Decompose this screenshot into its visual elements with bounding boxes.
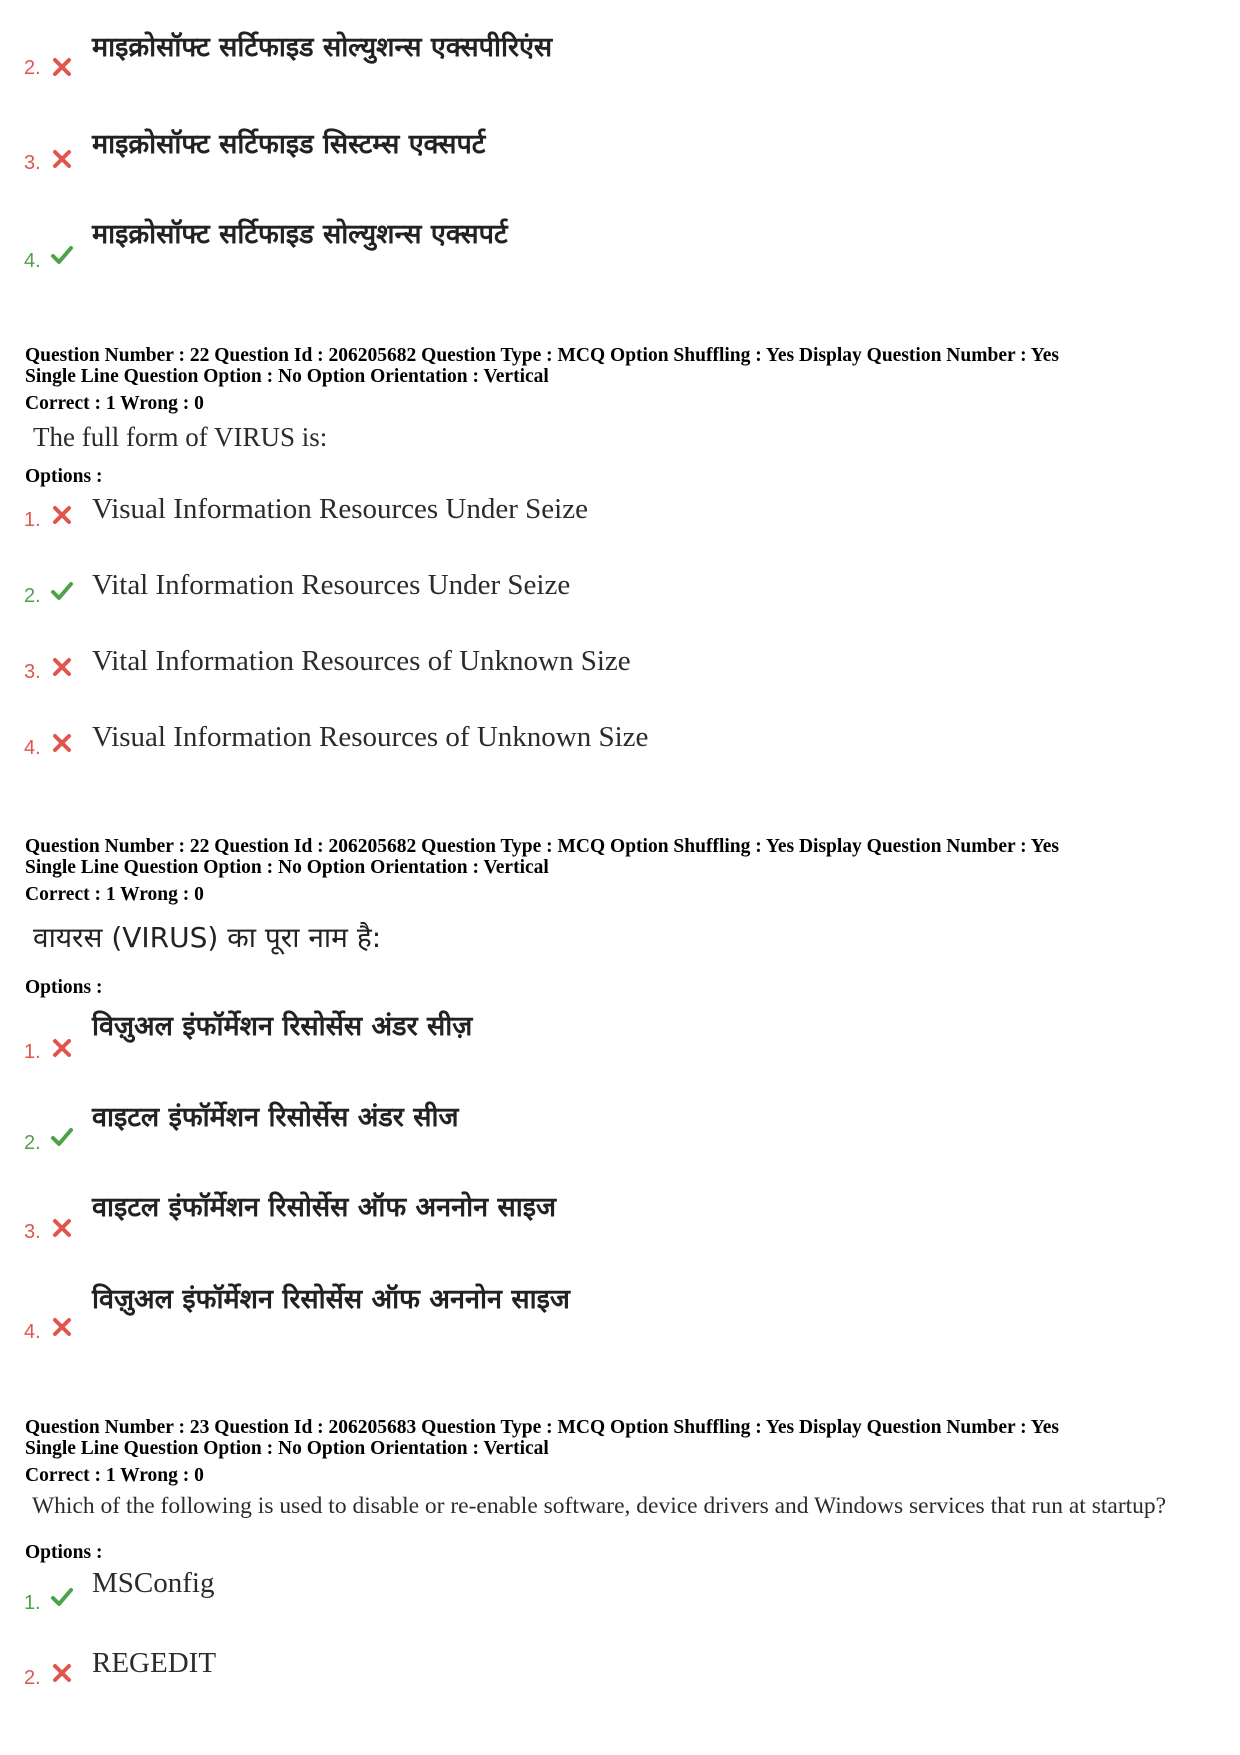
option-number: 3. [24, 1221, 41, 1243]
question-meta-line2: Single Line Question Option : No Option Orientation : Vertical [25, 857, 549, 878]
option-text: Vital Information Resources of Unknown Size [92, 645, 631, 677]
cross-icon [50, 55, 74, 84]
cross-icon [50, 1661, 74, 1690]
marks-info: Correct : 1 Wrong : 0 [25, 393, 204, 414]
question-meta-line1: Question Number : 22 Question Id : 206205682 Question Type : MCQ Option Shuffling : Yes Display Question Number : Yes [25, 345, 1059, 366]
marks-info: Correct : 1 Wrong : 0 [25, 884, 204, 905]
option-number: 3. [24, 152, 41, 174]
option-number: 4. [24, 737, 41, 759]
option-number: 1. [24, 1041, 41, 1063]
check-icon [50, 1585, 74, 1614]
question-text: वायरस (VIRUS) का पूरा नाम है: [33, 921, 382, 954]
check-icon [50, 243, 74, 272]
option-number: 2. [24, 585, 41, 607]
cross-icon [50, 1216, 74, 1245]
question-meta-line2: Single Line Question Option : No Option Orientation : Vertical [25, 1438, 549, 1459]
cross-icon [50, 503, 74, 532]
question-text: The full form of VIRUS is: [33, 422, 328, 452]
option-text: माइक्रोसॉफ्ट सर्टिफाइड सोल्युशन्स एक्सपर्ट [92, 219, 508, 250]
question-meta-line1: Question Number : 22 Question Id : 206205682 Question Type : MCQ Option Shuffling : Yes Display Question Number : Yes [25, 836, 1059, 857]
option-number: 4. [24, 1321, 41, 1343]
options-label: Options : [25, 1542, 103, 1563]
cross-icon [50, 1036, 74, 1065]
cross-icon [50, 731, 74, 760]
option-text: Visual Information Resources of Unknown Size [92, 721, 649, 753]
option-number: 2. [24, 1132, 41, 1154]
option-number: 2. [24, 1667, 41, 1689]
option-text: Vital Information Resources Under Seize [92, 569, 571, 601]
option-number: 1. [24, 1592, 41, 1614]
cross-icon [50, 655, 74, 684]
cross-icon [50, 147, 74, 176]
options-label: Options : [25, 466, 103, 487]
option-text: माइक्रोसॉफ्ट सर्टिफाइड सिस्टम्स एक्सपर्ट [92, 129, 486, 160]
check-icon [50, 1125, 74, 1154]
option-text: विज़ुअल इंफॉर्मेशन रिसोर्सेस अंडर सीज़ [92, 1011, 473, 1042]
cross-icon [50, 1315, 74, 1344]
option-text: वाइटल इंफॉर्मेशन रिसोर्सेस अंडर सीज [92, 1102, 459, 1133]
option-number: 4. [24, 250, 41, 272]
option-text: माइक्रोसॉफ्ट सर्टिफाइड सोल्युशन्स एक्सपीरिएंस [92, 32, 553, 63]
option-number: 3. [24, 661, 41, 683]
options-label: Options : [25, 977, 103, 998]
option-text: MSConfig [92, 1567, 215, 1599]
question-text: Which of the following is used to disable or re-enable software, device drivers and Windows services that run at startup? [32, 1493, 1167, 1519]
option-number: 1. [24, 509, 41, 531]
question-meta-line1: Question Number : 23 Question Id : 206205683 Question Type : MCQ Option Shuffling : Yes Display Question Number : Yes [25, 1417, 1059, 1438]
option-text: वाइटल इंफॉर्मेशन रिसोर्सेस ऑफ अननोन साइज [92, 1192, 557, 1223]
option-text: Visual Information Resources Under Seize [92, 493, 588, 525]
option-text: REGEDIT [92, 1647, 217, 1679]
check-icon [50, 579, 74, 608]
option-number: 2. [24, 57, 41, 79]
question-meta-line2: Single Line Question Option : No Option Orientation : Vertical [25, 366, 549, 387]
marks-info: Correct : 1 Wrong : 0 [25, 1465, 204, 1486]
option-text: विज़ुअल इंफॉर्मेशन रिसोर्सेस ऑफ अननोन साइज [92, 1284, 570, 1315]
